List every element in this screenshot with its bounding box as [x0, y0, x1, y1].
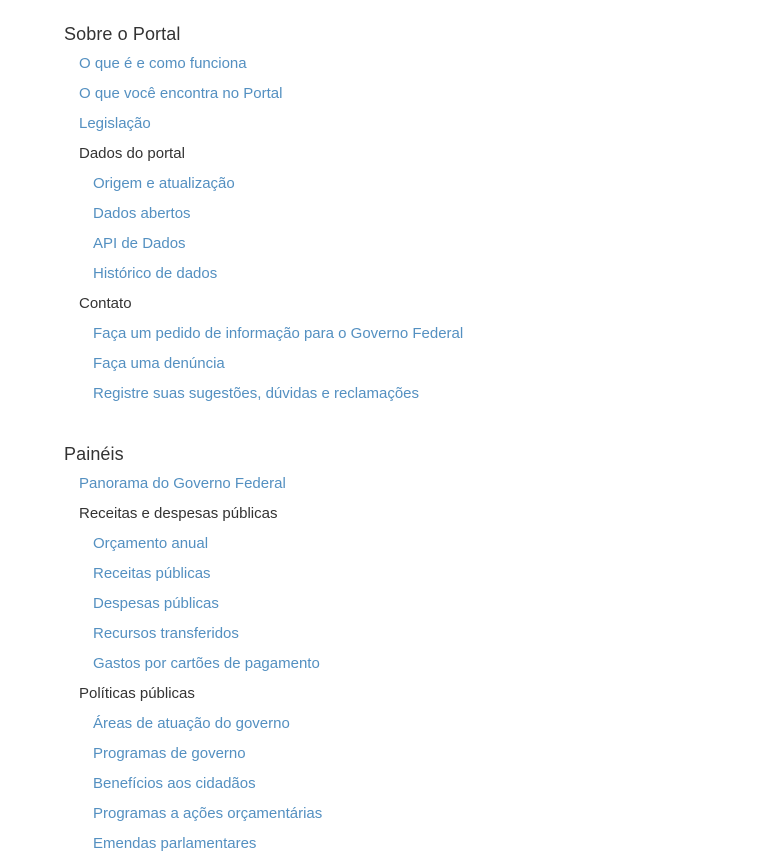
- sitemap-section: [64, 439, 737, 857]
- sitemap-link[interactable]: Legislação: [79, 115, 151, 132]
- sitemap-row: [64, 829, 737, 857]
- sitemap-row: [64, 259, 737, 289]
- sitemap-link[interactable]: Faça um pedido de informação para o Governo Federal: [93, 325, 464, 342]
- sitemap-link[interactable]: Orçamento anual: [93, 535, 209, 552]
- sitemap-section: [64, 19, 737, 409]
- sitemap-row: [64, 379, 737, 409]
- sitemap-link[interactable]: Histórico de dados: [93, 265, 218, 282]
- sitemap-row: [64, 469, 737, 499]
- sitemap-link[interactable]: API de Dados: [93, 235, 186, 252]
- sitemap-link[interactable]: Panorama do Governo Federal: [79, 475, 286, 492]
- sitemap-row: [64, 709, 737, 739]
- sitemap-link[interactable]: Registre suas sugestões, dúvidas e reclamações: [93, 385, 420, 402]
- sitemap-row: [64, 499, 737, 529]
- sitemap-link[interactable]: Receitas públicas: [93, 565, 211, 582]
- sitemap-row: [64, 169, 737, 199]
- sitemap-row: [64, 559, 737, 589]
- sitemap-row: [64, 79, 737, 109]
- sitemap-link[interactable]: Programas a ações orçamentárias: [93, 805, 323, 822]
- sitemap-row: [64, 529, 737, 559]
- sitemap-row: [64, 109, 737, 139]
- sitemap-link[interactable]: Benefícios aos cidadãos: [93, 775, 256, 792]
- sitemap-group-label: Contato: [79, 295, 132, 312]
- sitemap-link[interactable]: Faça uma denúncia: [93, 355, 225, 372]
- sitemap-row: [64, 349, 737, 379]
- sitemap-row: [64, 649, 737, 679]
- sitemap-row: [64, 619, 737, 649]
- sitemap-row: [64, 769, 737, 799]
- sitemap-row: [64, 319, 737, 349]
- sitemap-link[interactable]: O que você encontra no Portal: [79, 85, 283, 102]
- sitemap-link[interactable]: Dados abertos: [93, 205, 191, 222]
- sitemap-link[interactable]: Emendas parlamentares: [93, 835, 257, 852]
- sitemap-row: [64, 739, 737, 769]
- sitemap-link[interactable]: O que é e como funciona: [79, 55, 247, 72]
- sitemap-row: [64, 199, 737, 229]
- sitemap-row: [64, 289, 737, 319]
- sitemap-link[interactable]: Áreas de atuação do governo: [93, 715, 290, 732]
- sitemap-row: [64, 139, 737, 169]
- sitemap-link[interactable]: Despesas públicas: [93, 595, 219, 612]
- sitemap-row: [64, 49, 737, 79]
- sitemap-link[interactable]: Gastos por cartões de pagamento: [93, 655, 320, 672]
- section-title: Sobre o Portal: [64, 24, 181, 44]
- sitemap-link[interactable]: Programas de governo: [93, 745, 246, 762]
- sitemap-group-label: Políticas públicas: [79, 685, 195, 702]
- sitemap-row: [64, 589, 737, 619]
- sitemap-group-label: Dados do portal: [79, 145, 185, 162]
- sitemap-link[interactable]: Recursos transferidos: [93, 625, 239, 642]
- sitemap-group-label: Receitas e despesas públicas: [79, 505, 278, 522]
- section-title: Painéis: [64, 444, 124, 464]
- sitemap-row: [64, 799, 737, 829]
- sitemap-link[interactable]: Origem e atualização: [93, 175, 235, 192]
- sitemap-row: [64, 229, 737, 259]
- sitemap-row: [64, 679, 737, 709]
